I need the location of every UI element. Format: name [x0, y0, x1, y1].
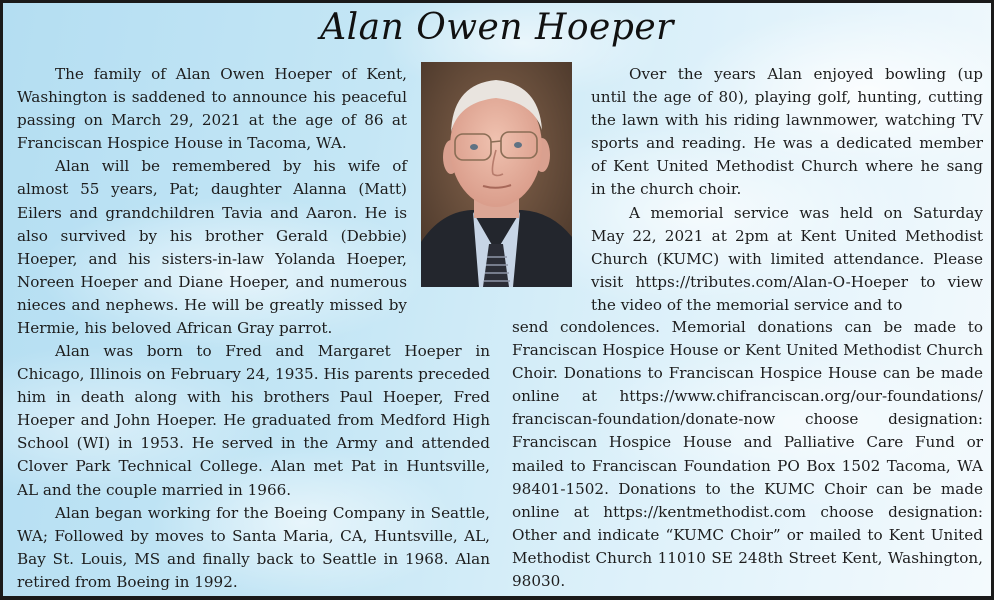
left-column-text [17, 63, 407, 340]
portrait-photo [421, 62, 572, 287]
paragraph-donations: send condolences. Memorial donations can be made to Franciscan Hospice House or Kent United Methodist Church Choir. Donations to Franciscan Hospice House can be made online at https://www.chifranciscan.org/our-foundations/ franciscan-foundation/donate-now choose designation: Franciscan Hospice House and Palliative Care Fund or mailed to Franciscan Foundation PO Box 1502 Tacoma, WA 98401-1502. Donations to the KUMC Choir can be made online at https://kentmethodist.com choose designation: Other and indicate “KUMC Choir” or mailed to Kent United Methodist Church 11010 SE 248th Street Kent, Washington, 98030. [512, 318, 983, 591]
paragraph-career: Alan began working for the Boeing Company in Seattle, WA; Followed by moves to Santa Maria, CA, Huntsville, AL, Bay St. Louis, MS and finally back to Seattle in 1968. Alan retired from Boeing in 1992. [17, 503, 490, 591]
obituary-page [3, 3, 991, 596]
paragraph-announcement: The family of Alan Owen Hoeper of Kent, Washington is saddened to announce his peaceful passing on March 29, 2021 at the age of 86 at Franciscan Hospice House in Tacoma, WA. [17, 65, 407, 153]
portrait-icon [421, 62, 572, 287]
paragraph-hobbies: Over the years Alan enjoyed bowling (up until the age of 80), playing golf, hunting, cutting the lawn with his riding lawnmower, watching TV sports and reading. He was a dedicated member of Kent United Methodist Church where he sang in the church choir. [591, 65, 983, 199]
paragraph-survivors: Alan will be remembered by his wife of almost 55 years, Pat; daughter Alanna (Matt) Eilers and grandchildren Tavia and Aaron. He is also survived by his brother Gerald (Debbie) Hoeper, and his sisters-in-law Yolanda Hoeper, Noreen Hoeper and Diane Hoeper, and numerous nieces and nephews. He will be greatly missed by Hermie, his beloved African Gray parrot. [17, 157, 407, 338]
obituary-title: Alan Owen Hoeper [320, 7, 674, 48]
paragraph-early-life: Alan was born to Fred and Margaret Hoeper in Chicago, Illinois on February 24, 1935. His parents preceded him in death along with his brothers Paul Hoeper, Fred Hoeper and John Hoeper. He graduated from Medford High School (WI) in 1953. He served in the Army and attended Clover Park Technical College. Alan met Pat in Huntsville, AL and the couple married in 1966. [17, 342, 490, 499]
right-column-text [591, 63, 983, 317]
paragraph-memorial-service: A memorial service was held on Saturday May 22, 2021 at 2pm at Kent United Methodist Church (KUMC) with limited attendance. Please visit https://tributes.com/Alan-O-Hoeper to view the video of the memorial service and to [591, 203, 983, 314]
left-column-wide-text [17, 340, 490, 594]
right-column-continuation [512, 316, 983, 593]
